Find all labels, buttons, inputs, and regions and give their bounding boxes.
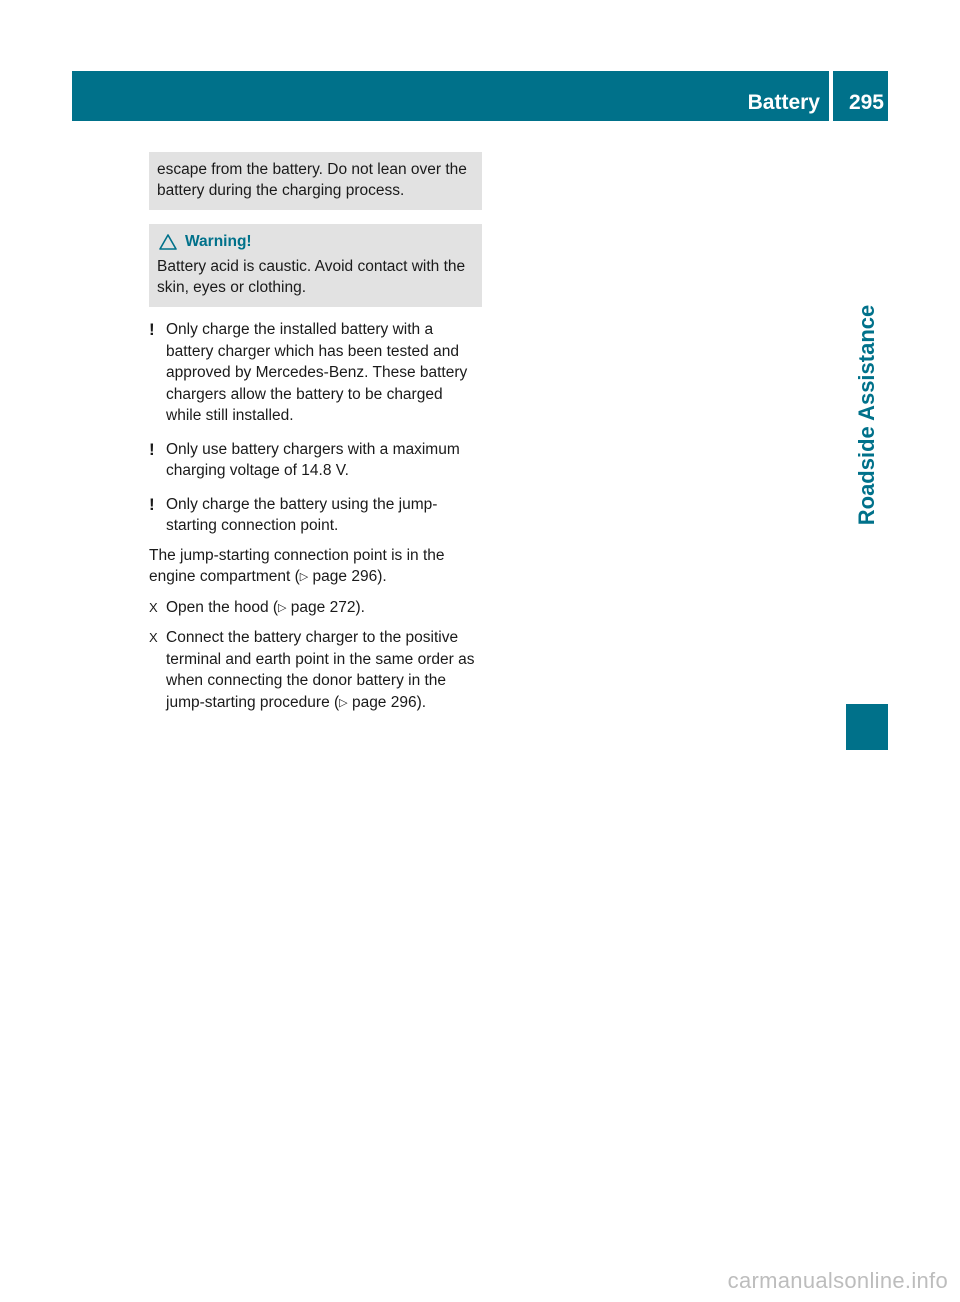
notice-text: Only use battery chargers with a maximum charging voltage of 14.8 V. <box>166 440 460 479</box>
step-text: Connect the battery charger to the positive terminal and earth point in the same order as when connecting the donor battery in the jump-starting procedure ( <box>166 629 475 711</box>
continued-box <box>149 152 482 210</box>
step-icon: X <box>149 630 158 645</box>
step-text: Open the hood ( <box>166 598 279 616</box>
notice-icon: ! <box>149 494 155 514</box>
page-ref-link[interactable]: page 296). <box>308 568 387 585</box>
warning-header <box>157 231 474 252</box>
warning-box <box>149 224 482 307</box>
page-ref-icon: ▷ <box>278 601 287 614</box>
page-number: 295 <box>848 91 884 114</box>
section-title: Battery <box>747 91 820 114</box>
side-tab-label: Roadside Assistance <box>854 304 879 526</box>
body-paragraph <box>149 545 482 589</box>
paragraph-text: The jump-starting connection point is in the engine compartment ( <box>149 546 445 585</box>
step-item <box>149 597 482 620</box>
continued-box-text: escape from the battery. Do not lean over the battery during the charging process. <box>157 161 467 199</box>
notice-item <box>149 319 482 427</box>
page-ref-link[interactable]: page 296). <box>347 693 427 711</box>
side-tab-block <box>846 704 888 750</box>
warning-text: Battery acid is caustic. Avoid contact with the skin, eyes or clothing. <box>157 258 466 296</box>
notice-item <box>149 494 482 537</box>
header-bar <box>72 71 888 121</box>
page-ref-link[interactable]: page 272). <box>286 598 365 616</box>
step-item <box>149 627 482 714</box>
step-icon: X <box>149 599 158 615</box>
side-tab <box>846 130 888 700</box>
notice-text: Only charge the battery using the jump-starting connection point. <box>166 495 438 534</box>
header-divider <box>829 71 833 121</box>
main-column <box>149 152 482 714</box>
page-ref-icon: ▷ <box>299 571 309 583</box>
notice-icon: ! <box>149 320 155 339</box>
page-ref-icon: ▷ <box>339 696 348 709</box>
notice-icon: ! <box>149 439 155 459</box>
notice-text: Only charge the installed battery with a battery charger which has been tested and approved by Mercedes-Benz. These battery chargers allow the battery to be charged while still installed. <box>166 321 468 424</box>
warning-triangle-icon <box>159 234 177 250</box>
warning-title: Warning! <box>185 233 252 250</box>
notice-item <box>149 439 482 482</box>
footer-watermark: carmanualsonline.info <box>727 1268 948 1293</box>
